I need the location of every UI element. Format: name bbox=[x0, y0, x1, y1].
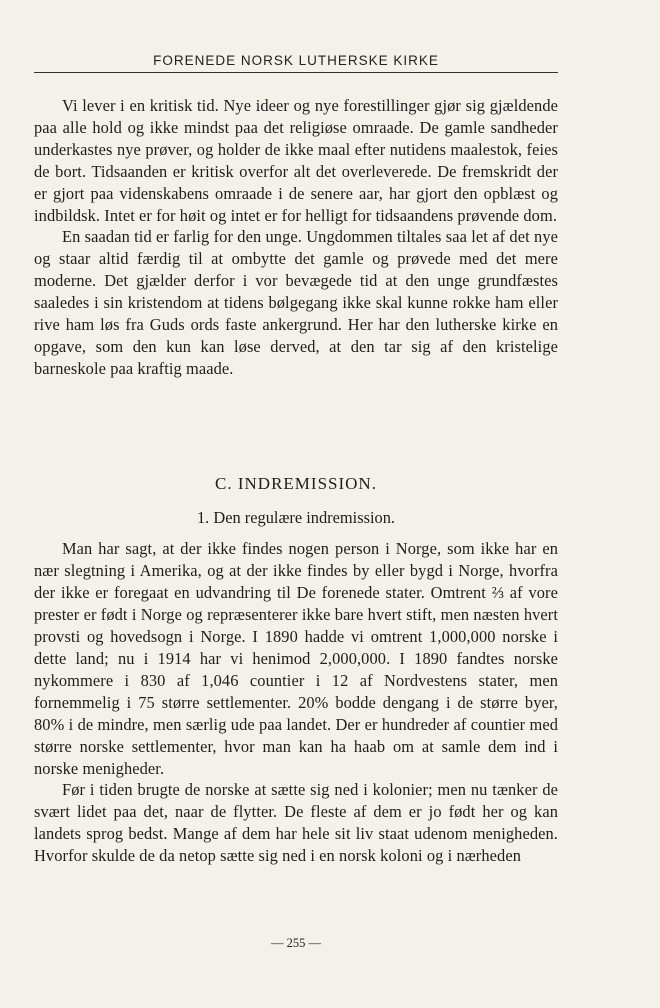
intro-text bbox=[34, 95, 558, 380]
running-header: FORENEDE NORSK LUTHERSKE KIRKE bbox=[153, 53, 439, 68]
paragraph: Vi lever i en kritisk tid. Nye ideer og nye forestillinger gjør sig gjældende paa alle hold og ikke mindst paa det religiøse omraade. De gamle sandheder underkastes nye prøver, og holder de ikke maal efter nutidens maalestok, feies de bort. Tidsaanden er kritisk overfor alt det overleverede. De fremskridt der er gjort paa videnskabens omraade i de senere aar, har gjort den opblæst og indbildsk. Intet er for høit og intet er for helligt for tidsaandens prøvende dom. bbox=[34, 96, 558, 225]
page-number: — 255 — bbox=[271, 936, 321, 950]
indremission-text bbox=[34, 538, 558, 867]
section-subtitle: 1. Den regulære indremission. bbox=[196, 508, 396, 527]
paragraph: Man har sagt, at der ikke findes nogen person i Norge, som ikke har en nær slegtning i Amerika, og at der ikke findes by eller bygd i Norge, hvorfra der ikke er foregaat en udvandring til De forenede stater. Omtrent ⅔ af vore prester er født i Norge og repræsenterer ikke bare hvert stift, men næsten hvert provsti og hovedsogn i Norge. I 1890 hadde vi omtrent 1,000,000 norske i dette land; nu i 1914 har vi henimod 2,000,000. I 1890 fandtes norske nykommere i 830 af 1,046 countier i 12 af Nordvestens stater, men fornemmelig i 75 større settlementer. 20% bodde dengang i de større byer, 80% i de mindre, men særlig ude paa landet. Der er hundreder af countier med større norske settlementer, hvor man kan ha haab om at samle dem ind i norske menigheder. bbox=[34, 539, 558, 778]
header-rule bbox=[34, 72, 558, 73]
book-page bbox=[34, 0, 558, 1008]
paragraph: En saadan tid er farlig for den unge. Ungdommen tiltales saa let af det nye og staar altid færdig til at ombytte det gamle og prøvede med det mere moderne. Det gjælder derfor i vor bevægede tid at den unge grundfæstes saaledes i sin kristendom at tidens bølgegang ikke skal kunne rokke ham eller rive ham løs fra Guds ords faste ankergrund. Her har den lutherske kirke en opgave, som den kun kan løse derved, at den tar sig af den kristelige barneskole paa kraftig maade. bbox=[34, 227, 558, 378]
paragraph: Før i tiden brugte de norske at sætte sig ned i kolonier; men nu tænker de svært lidet paa det, naar de flytter. De fleste af dem er jo født her og kan landets sprog bedst. Mange af dem har hele sit liv staat udenom menigheden. Hvorfor skulde de da netop sætte sig ned i en norsk koloni og i nærheden bbox=[34, 780, 558, 866]
section-title: C. INDREMISSION. bbox=[215, 474, 377, 493]
